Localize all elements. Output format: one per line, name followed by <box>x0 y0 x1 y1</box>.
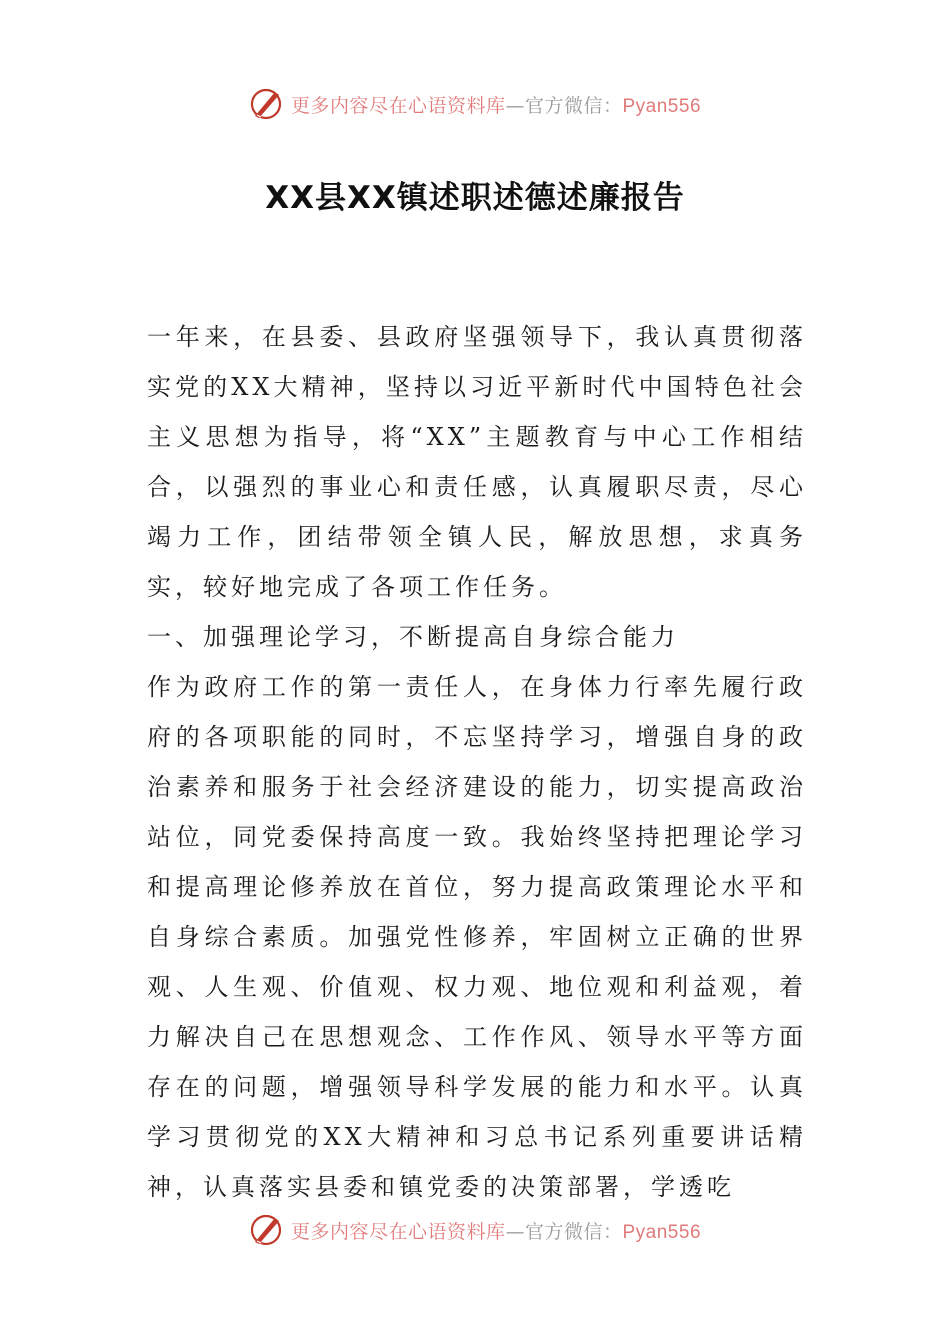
banner-separator: — <box>505 94 525 117</box>
banner-account: Pyan556 <box>622 95 702 117</box>
banner-label: 官方微信： <box>524 1220 623 1243</box>
banner-label: 官方微信： <box>524 94 623 117</box>
footer-banner <box>0 1210 950 1250</box>
banner-text <box>291 91 701 118</box>
paragraph-intro: 一年来，在县委、县政府坚强领导下，我认真贯彻落实党的XX大精神，坚持以习近平新时代中国特色社会主义思想为指导，将“XX”主题教育与中心工作相结合，以强烈的事业心和责任感，认真履职尽责，尽心竭力工作，团结带领全镇人民，解放思想，求真务实，较好地完成了各项工作任务。 <box>147 323 807 601</box>
banner-main-text: 更多内容尽在心语资料库 <box>290 1220 506 1243</box>
document-body <box>147 312 807 1212</box>
section-heading: 一、加强理论学习，不断提高自身综合能力 <box>147 623 679 651</box>
banner-separator: — <box>505 1220 525 1243</box>
header-banner <box>0 84 950 124</box>
banner-account: Pyan556 <box>622 1221 702 1243</box>
banner-text <box>291 1217 701 1244</box>
quill-pen-logo-icon <box>249 86 285 122</box>
document-title: XX县XX镇述职述德述廉报告 <box>265 180 685 216</box>
paragraph-section-1: 作为政府工作的第一责任人，在身体力行率先履行政府的各项职能的同时，不忘坚持学习，增强自身的政治素养和服务于社会经济建设的能力，切实提高政治站位，同党委保持高度一致。我始终坚持把理论学习和提高理论修养放在首位，努力提高政策理论水平和自身综合素质。加强党性修养，牢固树立正确的世界观、人生观、价值观、权力观、地位观和利益观，着力解决自己在思想观念、工作作风、领导水平等方面存在的问题，增强领导科学发展的能力和水平。认真学习贯彻党的XX大精神和习总书记系列重要讲话精神，认真落实县委和镇党委的决策部署，学透吃 <box>147 673 807 1201</box>
quill-pen-logo-icon <box>249 1212 285 1248</box>
banner-main-text: 更多内容尽在心语资料库 <box>290 94 506 117</box>
